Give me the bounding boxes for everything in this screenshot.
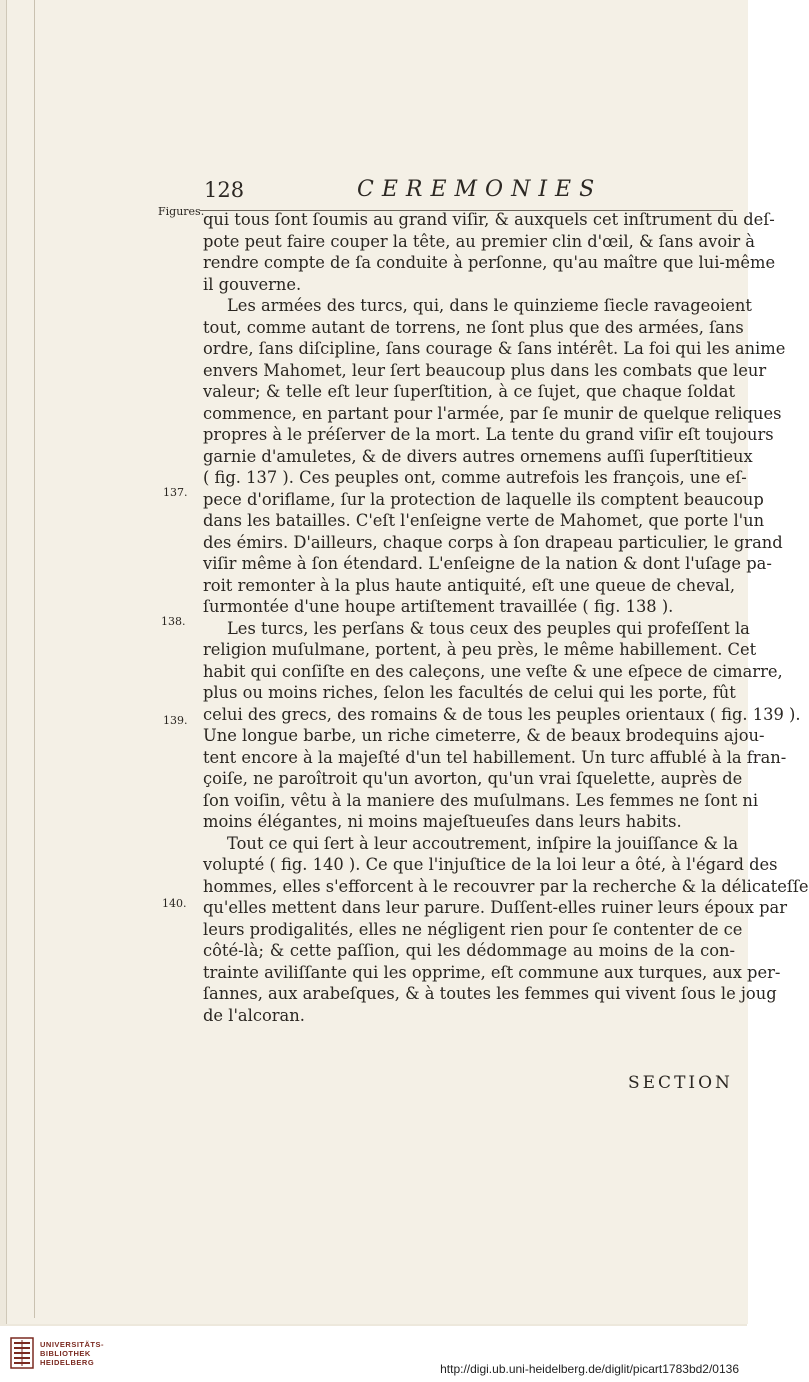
text-line: Les armées des turcs, qui, dans le quinzieme ſiecle ravageoient (227, 296, 752, 315)
text-line: ſannes, aux arabeſques, & à toutes les femmes qui vivent ſous le joug (203, 984, 777, 1003)
text-line: roit remonter à la plus haute antiquité, eſt une queue de cheval, (203, 575, 735, 595)
text-line: habit qui conſiſte en des caleçons, une veſte & une eſpece de cimarre, (203, 661, 783, 681)
text-line: leurs prodigalités, elles ne négligent rien pour ſe contenter de ce (203, 919, 743, 939)
text-line: ſurmontée d'une houpe artiſtement travaillée ( fig. 138 ). (203, 597, 674, 616)
text-line: moins élégantes, ni moins majeſtueuſes dans leurs habits. (203, 812, 682, 831)
text-line: envers Mahomet, leur ſert beaucoup plus dans les combats que leur (203, 360, 767, 380)
logo-line: HEIDELBERG (40, 1358, 95, 1367)
text-line: dans les batailles. C'eſt l'enſeigne verte de Mahomet, que porte l'un (203, 511, 765, 530)
text-line: hommes, elles s'efforcent à le recouvrer par la recherche & la délicateſſe (203, 876, 809, 896)
text-line: garnie d'amuletes, & de divers autres ornemens auſſi ſuperſtitieux (203, 446, 753, 466)
text-line: Une longue barbe, un riche cimeterre, & de beaux brodequins ajou- (203, 726, 765, 745)
text-line: des émirs. D'ailleurs, chaque corps à ſon drapeau particulier, le grand (203, 532, 783, 552)
text-line: celui des grecs, des romains & de tous les peuples orientaux ( fig. 139 ). (203, 704, 801, 724)
text-line: religion muſulmane, portent, à peu près, le même habillement. Cet (203, 640, 757, 659)
margin-note-139: 139. (163, 714, 188, 727)
text-line: viſir même à ſon étendard. L'enſeigne de la nation & dont l'uſage pa- (203, 554, 772, 573)
text-line: pece d'oriflame, ſur la protection de laquelle ils comptent beaucoup (203, 489, 764, 509)
margin-note-138: 138. (161, 615, 186, 628)
text-line: çoiſe, ne paroîtroit qu'un avorton, qu'un vrai ſquelette, auprès de (203, 769, 743, 788)
source-url-link[interactable]: http://digi.ub.uni-heidelberg.de/diglit/picart1783bd2/0136 (440, 1362, 739, 1376)
text-line: trainte aviliſſante qui les opprime, eſt commune aux turques, aux per- (203, 962, 781, 982)
logo-line: BIBLIOTHEK (40, 1349, 91, 1358)
text-line: côté-là; & cette paſſion, qui les dédommage au moins de la con- (203, 941, 735, 960)
text-line: ſon voiſin, vêtu à la maniere des muſulmans. Les femmes ne ſont ni (203, 790, 759, 810)
text-line: pote peut faire couper la tête, au premier clin d'œil, & ſans avoir à (203, 231, 755, 251)
text-line: qu'elles mettent dans leur parure. Duſſent-elles ruiner leurs époux par (203, 898, 787, 917)
text-line: qui tous ſont ſoumis au grand viſir, & auxquels cet inſtrument du deſ- (203, 210, 775, 229)
text-line: rendre compte de ſa conduite à perſonne, qu'au maître que lui-même (203, 253, 776, 272)
catchword: SECTION (628, 1073, 733, 1093)
text-line: tout, comme autant de torrens, ne ſont plus que des armées, ſans (203, 317, 744, 337)
text-line: de l'alcoran. (203, 1005, 305, 1025)
text-line: Tout ce qui ſert à leur accoutrement, inſpire la jouiſſance & la (227, 833, 739, 853)
logo-line: UNIVERSITÄTS- (40, 1340, 105, 1349)
margin-note-137: 137. (163, 486, 188, 499)
text-line: Les turcs, les perſans & tous ceux des peuples qui profeſſent la (227, 618, 750, 638)
text-line: ordre, ſans diſcipline, ſans courage & ſans intérêt. La foi qui les anime (203, 339, 786, 358)
running-head: CEREMONIES (357, 177, 603, 202)
text-line: valeur; & telle eſt leur ſuperſtition, à ce ſujet, que chaque ſoldat (203, 382, 735, 401)
margin-note-140: 140. (162, 897, 187, 910)
text-line: ( fig. 137 ). Ces peuples ont, comme autrefois les françois, une eſ- (203, 468, 747, 487)
text-line: tent encore à la majeſté d'un tel habillement. Un turc affublé à la fran- (203, 747, 787, 767)
text-line: propres à le préſerver de la mort. La tente du grand viſir eſt toujours (203, 425, 774, 444)
text-line: volupté ( fig. 140 ). Ce que l'injuſtice de la loi leur a ôté, à l'égard des (203, 855, 778, 874)
page-number: 128 (204, 178, 245, 202)
text-line: plus ou moins riches, ſelon les facultés de celui qui les porte, fût (203, 683, 736, 702)
body-text (203, 209, 809, 1026)
margin-note-figures: Figures. (158, 205, 205, 218)
library-logo-text (40, 1340, 104, 1367)
text-line: il gouverne. (203, 274, 302, 294)
text-line: commence, en partant pour l'armée, par ſe munir de quelque reliques (203, 403, 782, 423)
university-seal-icon (10, 1337, 34, 1369)
page-edge (34, 0, 35, 1318)
